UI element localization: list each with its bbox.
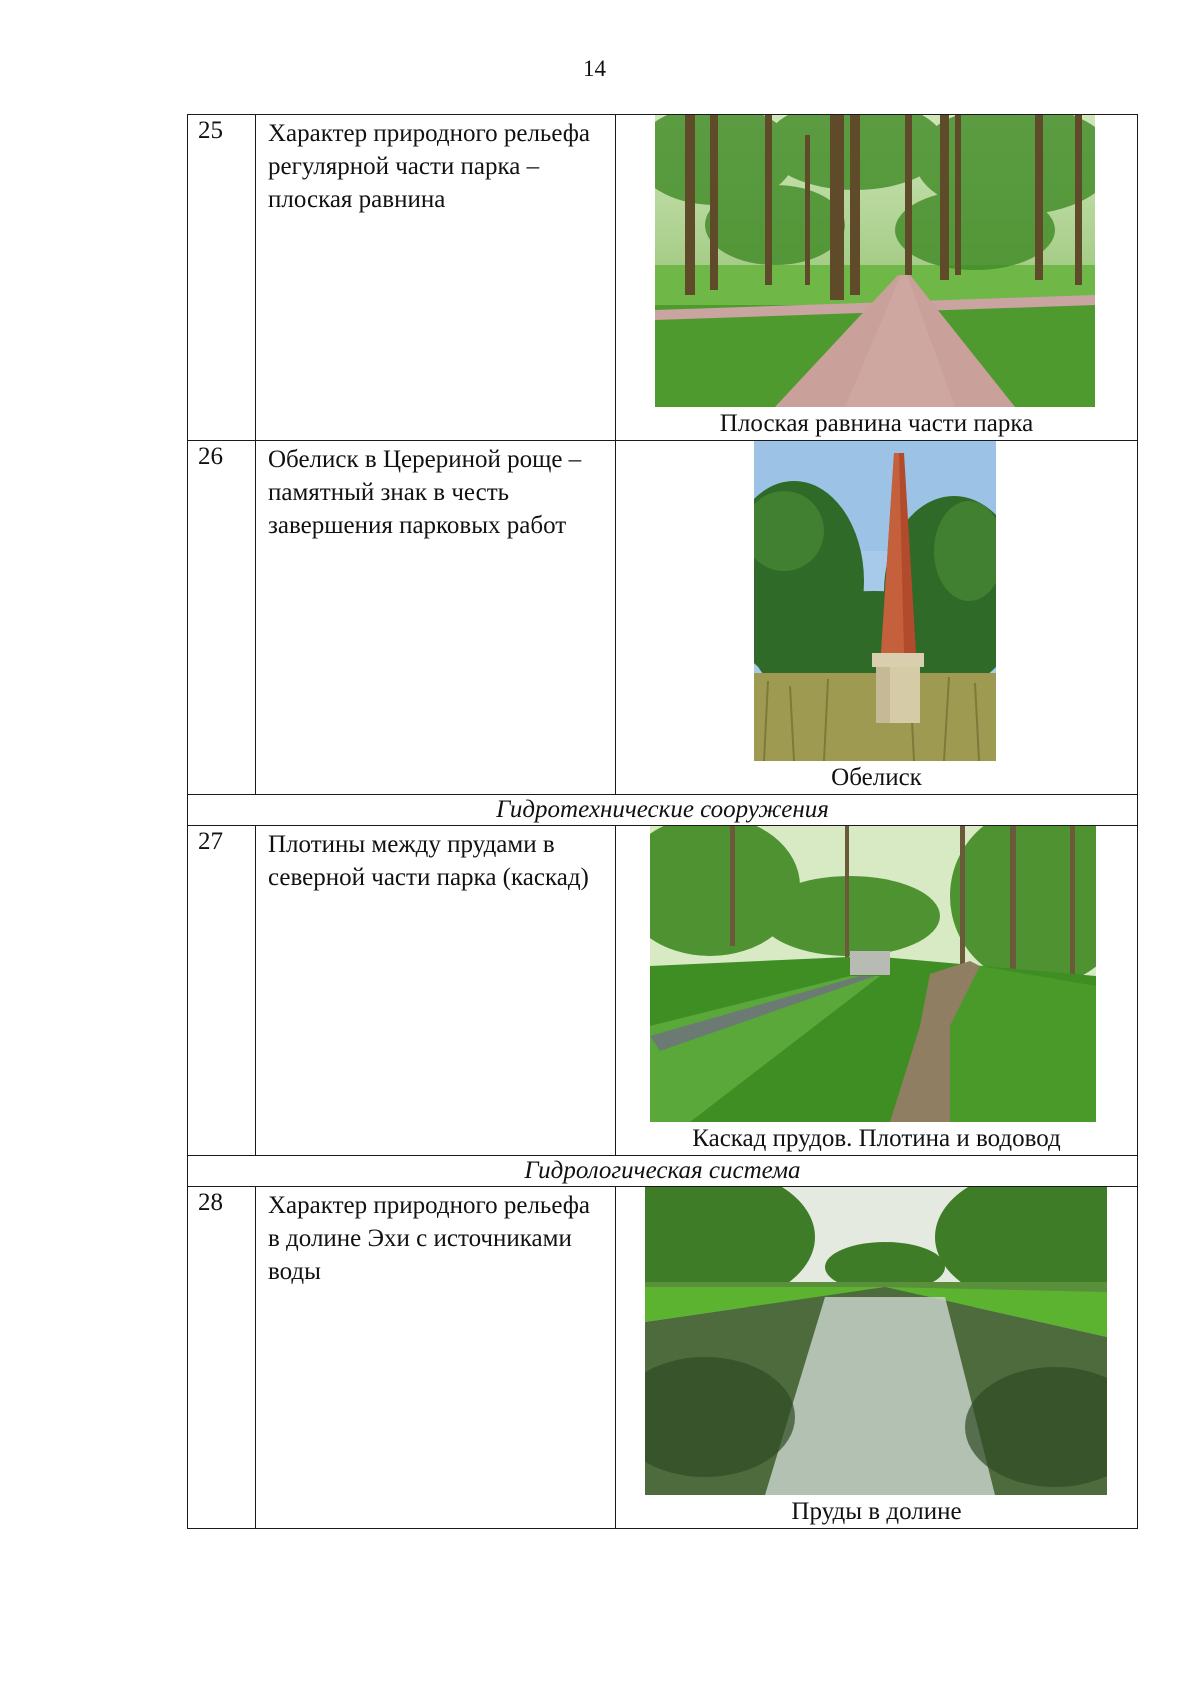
row-number: 28	[188, 1187, 256, 1529]
photo-cell	[616, 1187, 1138, 1529]
page-number: 14	[583, 56, 606, 81]
photo-cell	[616, 441, 1138, 795]
section-row	[188, 795, 1138, 826]
row-description: Характер природного рельефа в долине Эхи с источниками воды	[256, 1187, 616, 1529]
section-heading: Гидротехнические сооружения	[188, 795, 1138, 826]
photo-caption: Пруды в долине	[791, 1498, 962, 1525]
row-number: 26	[188, 441, 256, 795]
photo-cell	[616, 115, 1138, 441]
row-description: Характер природного рельефа регулярной части парка – плоская равнина	[256, 115, 616, 441]
pond-valley-photo	[645, 1187, 1107, 1495]
park-alley-photo	[655, 115, 1095, 407]
section-heading: Гидрологическая система	[188, 1156, 1138, 1187]
photo-caption: Обелиск	[831, 764, 922, 791]
obelisk-photo	[754, 441, 996, 761]
row-description: Плотины между прудами в северной части парка (каскад)	[256, 826, 616, 1156]
photo-cell	[616, 826, 1138, 1156]
row-number: 25	[188, 115, 256, 441]
photo-caption: Плоская равнина части парка	[719, 410, 1034, 437]
section-row	[188, 1156, 1138, 1187]
table-row	[188, 441, 1138, 795]
photo-caption: Каскад прудов. Плотина и водовод	[692, 1125, 1061, 1152]
features-table	[187, 114, 1138, 1529]
row-number: 27	[188, 826, 256, 1156]
dam-cascade-photo	[650, 826, 1096, 1122]
table-row	[188, 115, 1138, 441]
table-row	[188, 826, 1138, 1156]
row-description: Обелиск в Церериной роще – памятный знак в честь завершения парковых работ	[256, 441, 616, 795]
table-row	[188, 1187, 1138, 1529]
